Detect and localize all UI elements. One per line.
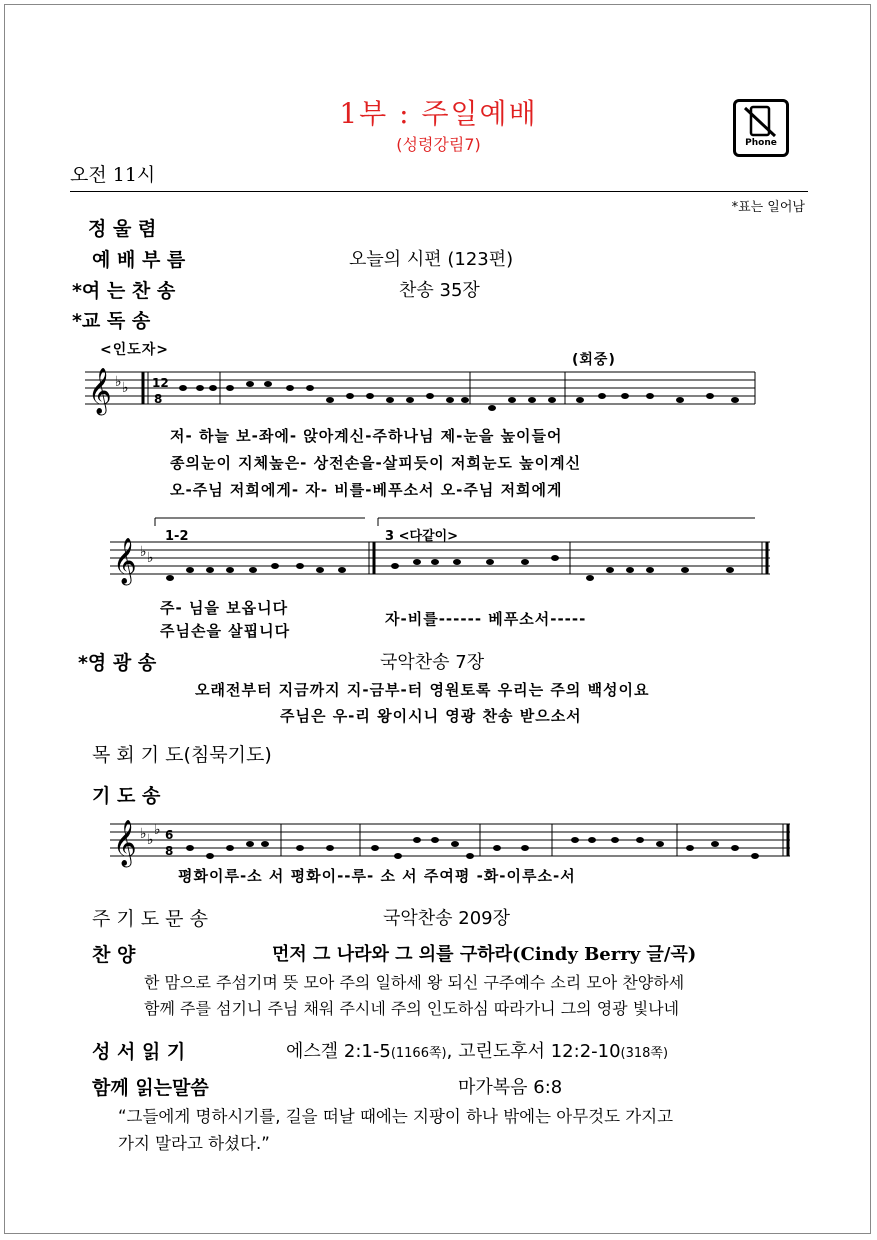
reading-value: 마가복음 6:8 — [458, 1077, 563, 1098]
page-subtitle: (성령강림7) — [396, 135, 481, 154]
scripture-sep: , — [446, 1041, 459, 1062]
time-sig-top: 12 — [152, 376, 169, 390]
prayer-song-staff — [105, 812, 795, 872]
responsive-lyric-1: 저- 하늘 보-좌에- 앉아계신-주하나님 제-눈을 높이들어 — [170, 427, 563, 445]
svg-text:♭: ♭ — [115, 374, 122, 390]
gloria-value: 국악찬송 7장 — [380, 652, 485, 673]
responsive-label: *교 독 송 — [72, 310, 151, 332]
congregation-label: (회중) — [572, 352, 616, 368]
scripture-ref-1: 에스겔 2:1-5 — [286, 1041, 391, 1062]
scripture-ref-2: 고린도후서 12:2-10 — [458, 1041, 621, 1062]
svg-text:𝄞: 𝄞 — [113, 538, 137, 584]
responsive-staff-2 — [105, 512, 775, 592]
scripture-refs — [286, 1037, 668, 1063]
svg-text:𝄞: 𝄞 — [113, 820, 137, 866]
lords-prayer-value: 국악찬송 209장 — [383, 908, 511, 929]
prayer-time-sig-bottom: 8 — [165, 844, 174, 858]
header-divider — [70, 191, 808, 192]
lords-prayer-label: 주 기 도 문 송 — [92, 908, 208, 930]
call-label: 예 배 부 름 — [92, 249, 186, 271]
prayer-song-label: 기 도 송 — [92, 785, 161, 807]
responsive-lyric-2: 종의눈이 지체높은- 상전손을-살피듯이 저희눈도 높이계신 — [170, 454, 582, 472]
leader-label: <인도자> — [100, 342, 170, 358]
prelude-label: 정 울 렴 — [88, 218, 157, 240]
reading-line-2: 가지 말라고 하셨다.” — [118, 1134, 270, 1153]
page-title: 1부 : 주일예배 — [339, 97, 538, 130]
svg-text:♭: ♭ — [154, 822, 161, 838]
responsive-staff-1 — [80, 360, 770, 430]
time-sig-bottom: 8 — [154, 392, 163, 406]
svg-text:♭: ♭ — [140, 544, 147, 560]
prayer-time-sig-top: 6 — [165, 828, 174, 842]
reading-line-1: “그들에게 명하시기를, 길을 떠날 때에는 지팡이 하나 밖에는 아무것도 가지고 — [118, 1107, 674, 1126]
opening-hymn-value: 찬송 35장 — [399, 280, 480, 301]
svg-text:𝄞: 𝄞 — [88, 368, 112, 414]
anthem-title: 먼저 그 나라와 그 의를 구하라(Cindy Berry 글/곡) — [272, 944, 697, 965]
service-time: 오전 11시 — [70, 164, 156, 186]
scripture-page-2: (318쪽) — [620, 1046, 669, 1061]
scripture-label: 성 서 읽 기 — [92, 1041, 186, 1063]
opening-hymn-label: *여 는 찬 송 — [72, 280, 176, 302]
responsive-lyric-3: 오-주님 저희에게- 자- 비를-베푸소서 오-주님 저희에게 — [170, 481, 563, 499]
rise-note: *표는 일어남 — [731, 200, 805, 215]
reading-label: 함께 읽는말씀 — [92, 1077, 209, 1099]
call-value: 오늘의 시편 (123편) — [349, 249, 514, 270]
anthem-line-1: 한 맘으로 주섬기며 뜻 모아 주의 일하세 왕 되신 구주예수 소리 모아 찬양하세 — [144, 973, 685, 992]
svg-text:♭: ♭ — [147, 550, 154, 566]
anthem-line-2: 함께 주를 섬기니 주님 채워 주시네 주의 인도하심 따라가니 그의 영광 빛나네 — [144, 999, 680, 1018]
svg-text:♭: ♭ — [122, 380, 129, 396]
scripture-page-1: (1166쪽) — [390, 1046, 447, 1061]
responsive-lyric-4b: 주님손을 살핍니다 — [160, 622, 291, 640]
gloria-label: *영 광 송 — [78, 652, 157, 674]
gloria-line-2: 주님은 우-리 왕이시니 영광 찬송 받으소서 — [280, 707, 582, 725]
anthem-label: 찬 양 — [92, 944, 136, 966]
responsive-lyric-4a: 주- 님을 보옵니다 — [160, 599, 289, 617]
prayer-song-lyric: 평화이루-소 서 평화이--루- 소 서 주여평 -화-이루소-서 — [178, 867, 576, 885]
responsive-lyric-5: 자-비를------ 베푸소서----- — [385, 610, 587, 628]
no-phone-icon — [733, 99, 789, 157]
ending-3: 3 <다같이> — [385, 529, 459, 544]
gloria-line-1: 오래전부터 지금까지 지-금부-터 영원토록 우리는 주의 백성이요 — [195, 681, 650, 699]
svg-text:♭: ♭ — [147, 832, 154, 848]
ending-1-2: 1-2 — [165, 529, 189, 544]
svg-text:♭: ♭ — [140, 826, 147, 842]
pastoral-prayer-label: 목 회 기 도(침묵기도) — [92, 744, 272, 766]
phone-icon-label: Phone — [745, 138, 777, 148]
